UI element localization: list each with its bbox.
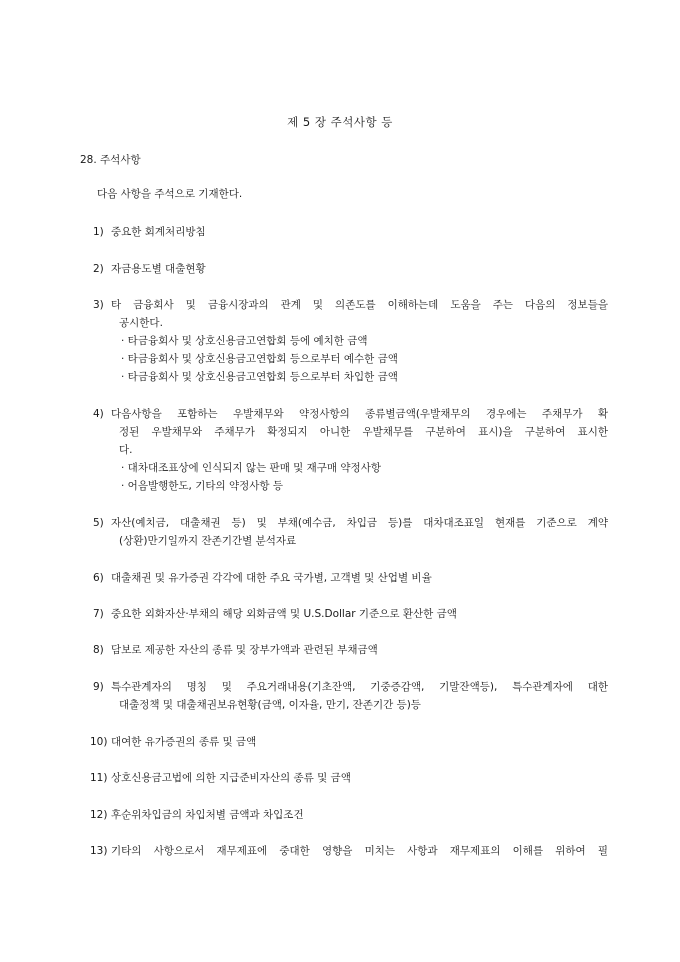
item-number: 12) (90, 809, 108, 821)
item-text: 기타의 사항으로서 재무제표에 중대한 영향을 미치는 사항과 재무제표의 이해를 위하여 필 (111, 845, 608, 857)
item-text: 중요한 회계처리방침 (111, 226, 206, 238)
item-text: 자금용도별 대출현황 (111, 263, 206, 275)
bullet-item: · 대차대조표상에 인식되지 않는 판매 및 재구매 약정사항 (121, 462, 381, 474)
list-item (93, 569, 608, 587)
item-text: 대여한 유가증권의 종류 및 금액 (111, 736, 257, 748)
list-item (93, 641, 608, 659)
item-text-cont: 공시한다. (119, 317, 163, 329)
item-number: 8) (93, 644, 104, 656)
item-number: 5) (93, 517, 104, 529)
list-item (93, 260, 608, 278)
list-item (90, 842, 608, 860)
item-text: 대출채권 및 유가증권 각각에 대한 주요 국가별, 고객별 및 산업별 비율 (111, 572, 432, 584)
list-item (90, 769, 605, 787)
chapter-title: 제 5 장 주석사항 등 (287, 115, 393, 129)
list-item (93, 605, 608, 623)
item-text-cont: 정된 우발채무와 주채무가 확정되지 아니한 우발채무를 구분하여 표시)을 구분하여 표시한 (119, 426, 608, 438)
item-text: 후순위차입금의 차입처별 금액과 차입조건 (111, 809, 304, 821)
item-text: 담보로 제공한 자산의 종류 및 장부가액과 관련된 부채금액 (111, 644, 378, 656)
item-text: 다음사항을 포함하는 우발채무와 약정사항의 종류별금액(우발채무의 경우에는 주채무가 확 (111, 408, 608, 420)
item-text: 타 금융회사 및 금융시장과의 관계 및 의존도를 이해하는데 도움을 주는 다음의 정보들을 (111, 299, 608, 311)
list-item (93, 296, 608, 386)
item-text: 특수관계자의 명칭 및 주요거래내용(기초잔액, 기중증감액, 기말잔액등), 특수관계자에 대한 (111, 681, 608, 693)
list-item (93, 678, 608, 714)
item-text-cont: 다. (119, 444, 133, 456)
item-number: 11) (90, 772, 108, 784)
item-number: 4) (93, 408, 104, 420)
intro-text: 다음 사항을 주석으로 기재한다. (97, 188, 243, 200)
item-text: 자산(예치금, 대출채권 등) 및 부채(예수금, 차입금 등)를 대차대조표일 현재를 기준으로 계약 (111, 517, 608, 529)
list-item (93, 405, 608, 495)
list-item (90, 806, 605, 824)
item-text: 상호신용금고법에 의한 지급준비자산의 종류 및 금액 (111, 772, 351, 784)
item-number: 1) (93, 226, 104, 238)
item-text-cont: 대출정책 및 대출채권보유현황(금액, 이자율, 만기, 잔존기간 등)등 (119, 699, 421, 711)
bullet-item: · 어음발행한도, 기타의 약정사항 등 (121, 480, 284, 492)
item-number: 2) (93, 263, 104, 275)
bullet-item: · 타금융회사 및 상호신용금고연합회 등으로부터 예수한 금액 (121, 353, 398, 365)
item-text-cont: (상환)만기일까지 잔존기간별 분석자료 (119, 535, 297, 547)
item-number: 10) (90, 736, 108, 748)
item-text: 중요한 외화자산·부채의 해당 외화금액 및 U.S.Dollar 기준으로 환산한 금액 (111, 608, 457, 620)
section-heading: 28. 주석사항 (80, 154, 141, 166)
list-item (93, 514, 608, 550)
item-number: 6) (93, 572, 104, 584)
item-number: 3) (93, 299, 104, 311)
item-number: 9) (93, 681, 104, 693)
list-item (93, 223, 608, 241)
list-item (90, 733, 605, 751)
bullet-item: · 타금융회사 및 상호신용금고연합회 등에 예치한 금액 (121, 335, 368, 347)
bullet-item: · 타금융회사 및 상호신용금고연합회 등으로부터 차입한 금액 (121, 371, 398, 383)
item-number: 7) (93, 608, 104, 620)
item-number: 13) (90, 845, 108, 857)
